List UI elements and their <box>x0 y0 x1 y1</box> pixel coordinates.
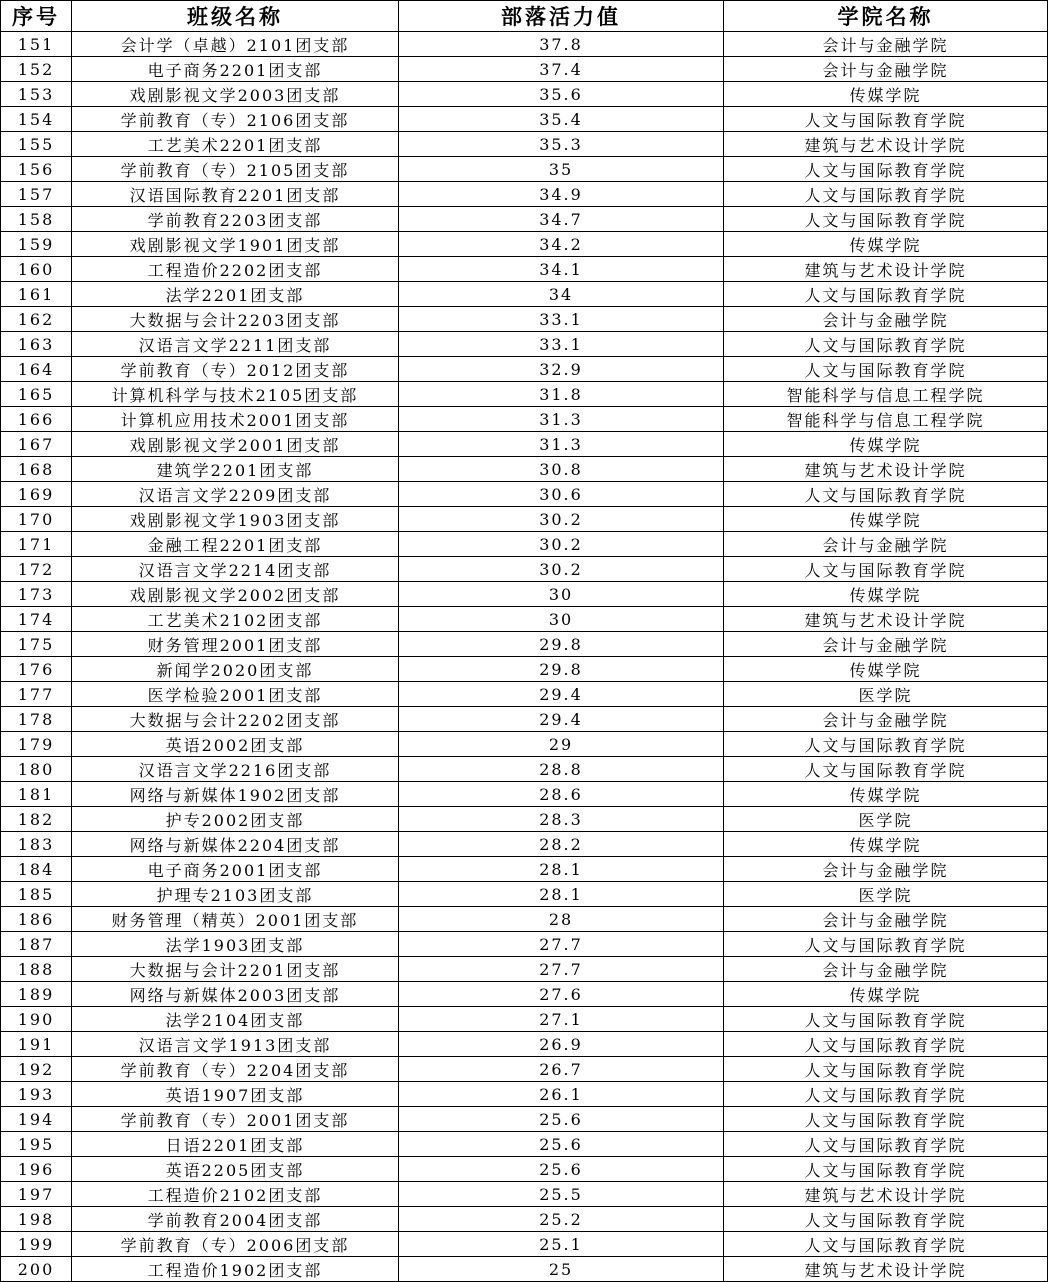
cell-vitality-score: 34.9 <box>399 182 724 207</box>
cell-class-name: 戏剧影视文学1903团支部 <box>72 507 399 532</box>
cell-vitality-score: 28 <box>399 907 724 932</box>
cell-vitality-score: 25.2 <box>399 1207 724 1232</box>
cell-vitality-score: 34 <box>399 282 724 307</box>
cell-college-name: 传媒学院 <box>724 782 1048 807</box>
table-row <box>1 282 1048 307</box>
table-row <box>1 1082 1048 1107</box>
cell-vitality-score: 31.8 <box>399 382 724 407</box>
cell-college-name: 建筑与艺术设计学院 <box>724 257 1048 282</box>
cell-college-name: 传媒学院 <box>724 432 1048 457</box>
cell-rank: 199 <box>1 1232 72 1257</box>
cell-class-name: 学前教育（专）2006团支部 <box>72 1232 399 1257</box>
table-row <box>1 857 1048 882</box>
cell-vitality-score: 25.6 <box>399 1157 724 1182</box>
cell-class-name: 戏剧影视文学1901团支部 <box>72 232 399 257</box>
cell-vitality-score: 32.9 <box>399 357 724 382</box>
cell-vitality-score: 27.1 <box>399 1007 724 1032</box>
cell-rank: 154 <box>1 107 72 132</box>
cell-college-name: 人文与国际教育学院 <box>724 1157 1048 1182</box>
cell-vitality-score: 25 <box>399 1257 724 1282</box>
cell-rank: 184 <box>1 857 72 882</box>
table-row <box>1 457 1048 482</box>
table-row <box>1 907 1048 932</box>
cell-vitality-score: 26.9 <box>399 1032 724 1057</box>
table-row <box>1 982 1048 1007</box>
table-row <box>1 807 1048 832</box>
cell-class-name: 新闻学2020团支部 <box>72 657 399 682</box>
cell-rank: 163 <box>1 332 72 357</box>
table-row <box>1 782 1048 807</box>
cell-rank: 191 <box>1 1032 72 1057</box>
cell-class-name: 学前教育（专）2106团支部 <box>72 107 399 132</box>
cell-vitality-score: 26.7 <box>399 1057 724 1082</box>
table-row <box>1 157 1048 182</box>
cell-rank: 153 <box>1 82 72 107</box>
cell-college-name: 人文与国际教育学院 <box>724 107 1048 132</box>
cell-college-name: 会计与金融学院 <box>724 632 1048 657</box>
cell-college-name: 会计与金融学院 <box>724 857 1048 882</box>
cell-rank: 188 <box>1 957 72 982</box>
cell-rank: 173 <box>1 582 72 607</box>
cell-college-name: 会计与金融学院 <box>724 707 1048 732</box>
cell-class-name: 学前教育（专）2001团支部 <box>72 1107 399 1132</box>
cell-college-name: 建筑与艺术设计学院 <box>724 607 1048 632</box>
table-row <box>1 682 1048 707</box>
cell-vitality-score: 28.3 <box>399 807 724 832</box>
cell-vitality-score: 28.1 <box>399 882 724 907</box>
cell-college-name: 人文与国际教育学院 <box>724 1032 1048 1057</box>
cell-rank: 155 <box>1 132 72 157</box>
cell-college-name: 会计与金融学院 <box>724 32 1048 57</box>
table-row <box>1 707 1048 732</box>
cell-vitality-score: 35.4 <box>399 107 724 132</box>
cell-vitality-score: 27.6 <box>399 982 724 1007</box>
cell-vitality-score: 25.6 <box>399 1107 724 1132</box>
cell-rank: 198 <box>1 1207 72 1232</box>
cell-vitality-score: 30.2 <box>399 532 724 557</box>
cell-college-name: 人文与国际教育学院 <box>724 207 1048 232</box>
table-row <box>1 832 1048 857</box>
table-row <box>1 482 1048 507</box>
cell-rank: 151 <box>1 32 72 57</box>
cell-rank: 167 <box>1 432 72 457</box>
table-row <box>1 107 1048 132</box>
cell-rank: 183 <box>1 832 72 857</box>
table-row <box>1 332 1048 357</box>
cell-rank: 194 <box>1 1107 72 1132</box>
cell-class-name: 英语1907团支部 <box>72 1082 399 1107</box>
cell-class-name: 大数据与会计2201团支部 <box>72 957 399 982</box>
cell-vitality-score: 25.5 <box>399 1182 724 1207</box>
cell-class-name: 学前教育（专）2204团支部 <box>72 1057 399 1082</box>
table-row <box>1 1032 1048 1057</box>
cell-college-name: 智能科学与信息工程学院 <box>724 382 1048 407</box>
cell-vitality-score: 26.1 <box>399 1082 724 1107</box>
table-row <box>1 507 1048 532</box>
cell-college-name: 人文与国际教育学院 <box>724 1107 1048 1132</box>
cell-vitality-score: 37.4 <box>399 57 724 82</box>
cell-vitality-score: 37.8 <box>399 32 724 57</box>
cell-college-name: 传媒学院 <box>724 232 1048 257</box>
cell-class-name: 戏剧影视文学2003团支部 <box>72 82 399 107</box>
cell-college-name: 会计与金融学院 <box>724 57 1048 82</box>
cell-vitality-score: 28.8 <box>399 757 724 782</box>
cell-rank: 185 <box>1 882 72 907</box>
cell-rank: 168 <box>1 457 72 482</box>
cell-rank: 176 <box>1 657 72 682</box>
cell-vitality-score: 29.8 <box>399 632 724 657</box>
cell-rank: 195 <box>1 1132 72 1157</box>
cell-class-name: 学前教育（专）2012团支部 <box>72 357 399 382</box>
cell-vitality-score: 28.1 <box>399 857 724 882</box>
table-row <box>1 57 1048 82</box>
cell-college-name: 人文与国际教育学院 <box>724 332 1048 357</box>
cell-class-name: 法学2201团支部 <box>72 282 399 307</box>
cell-class-name: 财务管理（精英）2001团支部 <box>72 907 399 932</box>
cell-rank: 161 <box>1 282 72 307</box>
cell-vitality-score: 30.2 <box>399 557 724 582</box>
cell-rank: 196 <box>1 1157 72 1182</box>
cell-vitality-score: 30.2 <box>399 507 724 532</box>
cell-college-name: 智能科学与信息工程学院 <box>724 407 1048 432</box>
table-row <box>1 132 1048 157</box>
cell-vitality-score: 30 <box>399 582 724 607</box>
table-row <box>1 1207 1048 1232</box>
table-row <box>1 1107 1048 1132</box>
cell-vitality-score: 25.6 <box>399 1132 724 1157</box>
cell-class-name: 汉语言文学2211团支部 <box>72 332 399 357</box>
header-class-name: 班级名称 <box>72 1 399 32</box>
table-row <box>1 257 1048 282</box>
cell-college-name: 人文与国际教育学院 <box>724 732 1048 757</box>
cell-college-name: 会计与金融学院 <box>724 307 1048 332</box>
table-row <box>1 582 1048 607</box>
cell-vitality-score: 35 <box>399 157 724 182</box>
header-rank: 序号 <box>1 1 72 32</box>
table-row <box>1 232 1048 257</box>
cell-college-name: 人文与国际教育学院 <box>724 1057 1048 1082</box>
cell-vitality-score: 31.3 <box>399 432 724 457</box>
cell-vitality-score: 34.1 <box>399 257 724 282</box>
cell-college-name: 会计与金融学院 <box>724 907 1048 932</box>
cell-vitality-score: 31.3 <box>399 407 724 432</box>
cell-rank: 164 <box>1 357 72 382</box>
cell-class-name: 汉语言文学1913团支部 <box>72 1032 399 1057</box>
cell-rank: 174 <box>1 607 72 632</box>
cell-class-name: 大数据与会计2203团支部 <box>72 307 399 332</box>
cell-vitality-score: 33.1 <box>399 307 724 332</box>
cell-rank: 156 <box>1 157 72 182</box>
cell-class-name: 计算机应用技术2001团支部 <box>72 407 399 432</box>
cell-vitality-score: 33.1 <box>399 332 724 357</box>
cell-college-name: 人文与国际教育学院 <box>724 932 1048 957</box>
cell-college-name: 人文与国际教育学院 <box>724 757 1048 782</box>
cell-rank: 165 <box>1 382 72 407</box>
cell-rank: 170 <box>1 507 72 532</box>
table-row <box>1 357 1048 382</box>
cell-rank: 152 <box>1 57 72 82</box>
cell-rank: 172 <box>1 557 72 582</box>
cell-college-name: 医学院 <box>724 882 1048 907</box>
cell-class-name: 建筑学2201团支部 <box>72 457 399 482</box>
cell-class-name: 法学1903团支部 <box>72 932 399 957</box>
table-row <box>1 757 1048 782</box>
table-row <box>1 532 1048 557</box>
cell-vitality-score: 28.6 <box>399 782 724 807</box>
table-row <box>1 82 1048 107</box>
header-row <box>1 1 1048 32</box>
cell-college-name: 建筑与艺术设计学院 <box>724 132 1048 157</box>
cell-class-name: 英语2002团支部 <box>72 732 399 757</box>
cell-vitality-score: 30 <box>399 607 724 632</box>
cell-class-name: 工程造价2202团支部 <box>72 257 399 282</box>
cell-college-name: 建筑与艺术设计学院 <box>724 457 1048 482</box>
cell-class-name: 电子商务2201团支部 <box>72 57 399 82</box>
header-vitality-score: 部落活力值 <box>399 1 724 32</box>
cell-college-name: 传媒学院 <box>724 657 1048 682</box>
cell-vitality-score: 29.4 <box>399 707 724 732</box>
table-row <box>1 732 1048 757</box>
cell-rank: 179 <box>1 732 72 757</box>
cell-rank: 192 <box>1 1057 72 1082</box>
cell-vitality-score: 27.7 <box>399 957 724 982</box>
cell-class-name: 护专2002团支部 <box>72 807 399 832</box>
cell-class-name: 学前教育2203团支部 <box>72 207 399 232</box>
cell-class-name: 工艺美术2201团支部 <box>72 132 399 157</box>
cell-class-name: 汉语国际教育2201团支部 <box>72 182 399 207</box>
cell-college-name: 医学院 <box>724 807 1048 832</box>
cell-rank: 166 <box>1 407 72 432</box>
cell-class-name: 电子商务2001团支部 <box>72 857 399 882</box>
cell-rank: 200 <box>1 1257 72 1282</box>
cell-class-name: 金融工程2201团支部 <box>72 532 399 557</box>
cell-class-name: 工程造价2102团支部 <box>72 1182 399 1207</box>
cell-class-name: 计算机科学与技术2105团支部 <box>72 382 399 407</box>
cell-vitality-score: 28.2 <box>399 832 724 857</box>
cell-college-name: 传媒学院 <box>724 507 1048 532</box>
cell-class-name: 护理专2103团支部 <box>72 882 399 907</box>
table-body <box>1 32 1048 1282</box>
table-row <box>1 207 1048 232</box>
cell-class-name: 学前教育（专）2105团支部 <box>72 157 399 182</box>
cell-class-name: 汉语言文学2214团支部 <box>72 557 399 582</box>
cell-college-name: 人文与国际教育学院 <box>724 1007 1048 1032</box>
cell-vitality-score: 34.2 <box>399 232 724 257</box>
table-row <box>1 1057 1048 1082</box>
cell-vitality-score: 35.3 <box>399 132 724 157</box>
table-row <box>1 407 1048 432</box>
cell-rank: 181 <box>1 782 72 807</box>
table-row <box>1 32 1048 57</box>
table-row <box>1 1157 1048 1182</box>
table-row <box>1 432 1048 457</box>
cell-class-name: 大数据与会计2202团支部 <box>72 707 399 732</box>
table-row <box>1 632 1048 657</box>
cell-rank: 175 <box>1 632 72 657</box>
cell-vitality-score: 34.7 <box>399 207 724 232</box>
cell-rank: 180 <box>1 757 72 782</box>
cell-college-name: 人文与国际教育学院 <box>724 282 1048 307</box>
table-row <box>1 957 1048 982</box>
cell-class-name: 法学2104团支部 <box>72 1007 399 1032</box>
cell-college-name: 人文与国际教育学院 <box>724 1232 1048 1257</box>
cell-college-name: 会计与金融学院 <box>724 957 1048 982</box>
cell-college-name: 人文与国际教育学院 <box>724 1132 1048 1157</box>
cell-college-name: 传媒学院 <box>724 582 1048 607</box>
cell-college-name: 人文与国际教育学院 <box>724 1207 1048 1232</box>
cell-class-name: 网络与新媒体2204团支部 <box>72 832 399 857</box>
cell-rank: 189 <box>1 982 72 1007</box>
cell-class-name: 网络与新媒体2003团支部 <box>72 982 399 1007</box>
table-row <box>1 182 1048 207</box>
cell-vitality-score: 29.8 <box>399 657 724 682</box>
cell-class-name: 会计学（卓越）2101团支部 <box>72 32 399 57</box>
cell-college-name: 会计与金融学院 <box>724 532 1048 557</box>
cell-rank: 186 <box>1 907 72 932</box>
table-row <box>1 607 1048 632</box>
cell-vitality-score: 30.8 <box>399 457 724 482</box>
table-row <box>1 307 1048 332</box>
cell-class-name: 汉语言文学2216团支部 <box>72 757 399 782</box>
cell-rank: 169 <box>1 482 72 507</box>
table-row <box>1 932 1048 957</box>
cell-vitality-score: 25.1 <box>399 1232 724 1257</box>
cell-vitality-score: 29.4 <box>399 682 724 707</box>
cell-rank: 159 <box>1 232 72 257</box>
cell-class-name: 网络与新媒体1902团支部 <box>72 782 399 807</box>
cell-class-name: 日语2201团支部 <box>72 1132 399 1157</box>
cell-college-name: 人文与国际教育学院 <box>724 482 1048 507</box>
cell-college-name: 医学院 <box>724 682 1048 707</box>
cell-college-name: 人文与国际教育学院 <box>724 182 1048 207</box>
cell-rank: 193 <box>1 1082 72 1107</box>
table-row <box>1 657 1048 682</box>
table-row <box>1 557 1048 582</box>
table-row <box>1 1257 1048 1282</box>
table-row <box>1 882 1048 907</box>
cell-class-name: 工艺美术2102团支部 <box>72 607 399 632</box>
cell-class-name: 英语2205团支部 <box>72 1157 399 1182</box>
cell-class-name: 工程造价1902团支部 <box>72 1257 399 1282</box>
cell-college-name: 传媒学院 <box>724 982 1048 1007</box>
cell-rank: 160 <box>1 257 72 282</box>
table-row <box>1 1007 1048 1032</box>
header-college-name: 学院名称 <box>724 1 1048 32</box>
cell-class-name: 戏剧影视文学2002团支部 <box>72 582 399 607</box>
cell-college-name: 传媒学院 <box>724 82 1048 107</box>
cell-class-name: 汉语言文学2209团支部 <box>72 482 399 507</box>
cell-rank: 197 <box>1 1182 72 1207</box>
cell-vitality-score: 30.6 <box>399 482 724 507</box>
cell-college-name: 人文与国际教育学院 <box>724 1082 1048 1107</box>
table-row <box>1 1182 1048 1207</box>
table-row <box>1 382 1048 407</box>
cell-college-name: 人文与国际教育学院 <box>724 557 1048 582</box>
cell-college-name: 人文与国际教育学院 <box>724 357 1048 382</box>
cell-college-name: 传媒学院 <box>724 832 1048 857</box>
cell-rank: 178 <box>1 707 72 732</box>
cell-rank: 190 <box>1 1007 72 1032</box>
cell-rank: 157 <box>1 182 72 207</box>
cell-rank: 158 <box>1 207 72 232</box>
cell-rank: 182 <box>1 807 72 832</box>
cell-rank: 187 <box>1 932 72 957</box>
cell-class-name: 学前教育2004团支部 <box>72 1207 399 1232</box>
cell-class-name: 财务管理2001团支部 <box>72 632 399 657</box>
cell-college-name: 建筑与艺术设计学院 <box>724 1182 1048 1207</box>
cell-class-name: 戏剧影视文学2001团支部 <box>72 432 399 457</box>
table-row <box>1 1232 1048 1257</box>
table-row <box>1 1132 1048 1157</box>
cell-rank: 171 <box>1 532 72 557</box>
cell-rank: 162 <box>1 307 72 332</box>
cell-college-name: 建筑与艺术设计学院 <box>724 1257 1048 1282</box>
cell-rank: 177 <box>1 682 72 707</box>
cell-vitality-score: 27.7 <box>399 932 724 957</box>
cell-vitality-score: 29 <box>399 732 724 757</box>
cell-class-name: 医学检验2001团支部 <box>72 682 399 707</box>
cell-college-name: 人文与国际教育学院 <box>724 157 1048 182</box>
cell-vitality-score: 35.6 <box>399 82 724 107</box>
